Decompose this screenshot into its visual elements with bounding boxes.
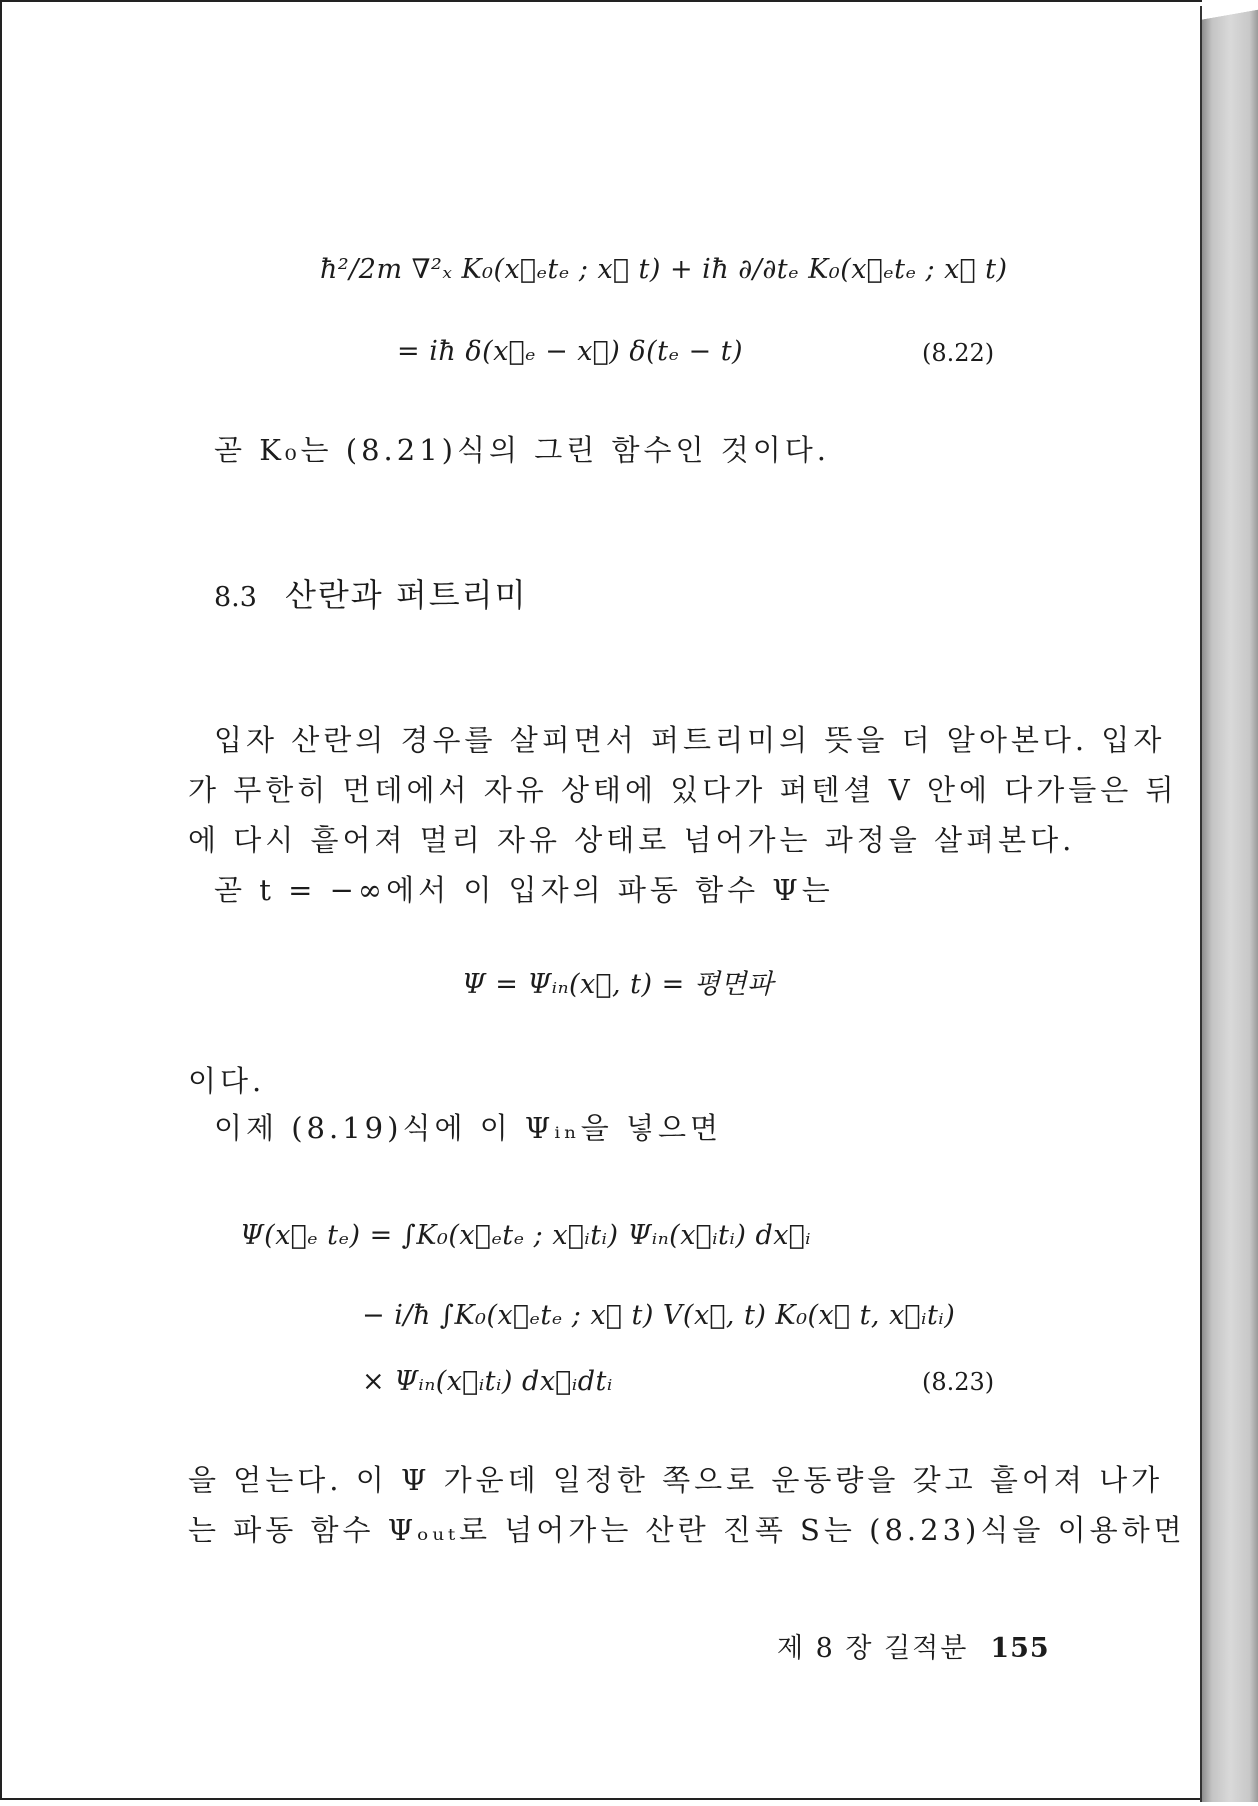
paragraph-scattering-line-1: 입자 산란의 경우를 살피면서 퍼트리미의 뜻을 더 알아본다. 입자 (214, 723, 1166, 757)
page-stack-edge (1200, 6, 1258, 1802)
equation-8-23-line-3: × Ψᵢₙ(x⃗ᵢtᵢ) dx⃗ᵢdtᵢ (362, 1366, 613, 1397)
section-title: 산란과 퍼트리미 (284, 576, 528, 614)
equation-8-23-line-2: − i/ħ ∫K₀(x⃗ₑtₑ ; x⃗ t) V(x⃗, t) K₀(x⃗ t, x⃗ᵢtᵢ) (362, 1300, 956, 1331)
equation-number-8-23: (8.23) (922, 1368, 995, 1396)
paragraph-wave-function: 곧 t = −∞에서 이 입자의 파동 함수 Ψ는 (214, 873, 834, 907)
equation-8-22-line-2: = iħ δ(x⃗ₑ − x⃗) δ(tₑ − t) (397, 336, 744, 367)
equation-plane-wave: Ψ = Ψᵢₙ(x⃗, t) = 평면파 (462, 969, 774, 1000)
section-number: 8.3 (214, 582, 257, 613)
paragraph-green-function: 곧 K₀는 (8.21)식의 그린 함수인 것이다. (214, 433, 830, 467)
paragraph-scattering-line-3: 에 다시 흩어져 멀리 자유 상태로 넘어가는 과정을 살펴본다. (188, 823, 1076, 857)
paragraph-amplitude-line-2: 는 파동 함수 Ψₒᵤₜ로 넘어가는 산란 진폭 S는 (8.23)식을 이용하면 (188, 1513, 1186, 1547)
page-footer (777, 1626, 1050, 1665)
equation-8-23-line-1: Ψ(x⃗ₑ tₑ) = ∫K₀(x⃗ₑtₑ ; x⃗ᵢtᵢ) Ψᵢₙ(x⃗ᵢtᵢ) dx⃗ᵢ (240, 1220, 812, 1251)
paragraph-insert: 이제 (8.19)식에 이 Ψᵢₙ을 넣으면 (214, 1111, 723, 1145)
section-heading (214, 570, 528, 616)
equation-8-22-line-1: ħ²/2m ∇²ₓ K₀(x⃗ₑtₑ ; x⃗ t) + iħ ∂/∂tₑ K₀(x⃗ₑtₑ ; x⃗ t) (320, 254, 1008, 285)
page-number: 155 (990, 1633, 1050, 1664)
paragraph-ida: 이다. (188, 1064, 266, 1098)
paragraph-amplitude-line-1: 을 얻는다. 이 Ψ 가운데 일정한 쪽으로 운동량을 갖고 흩어져 나가 (188, 1463, 1164, 1497)
equation-number-8-22: (8.22) (922, 339, 995, 367)
chapter-title: 제 8 장 길적분 (777, 1633, 969, 1664)
paragraph-scattering-line-2: 가 무한히 먼데에서 자유 상태에 있다가 퍼텐셜 V 안에 다가들은 뒤 (188, 773, 1178, 807)
